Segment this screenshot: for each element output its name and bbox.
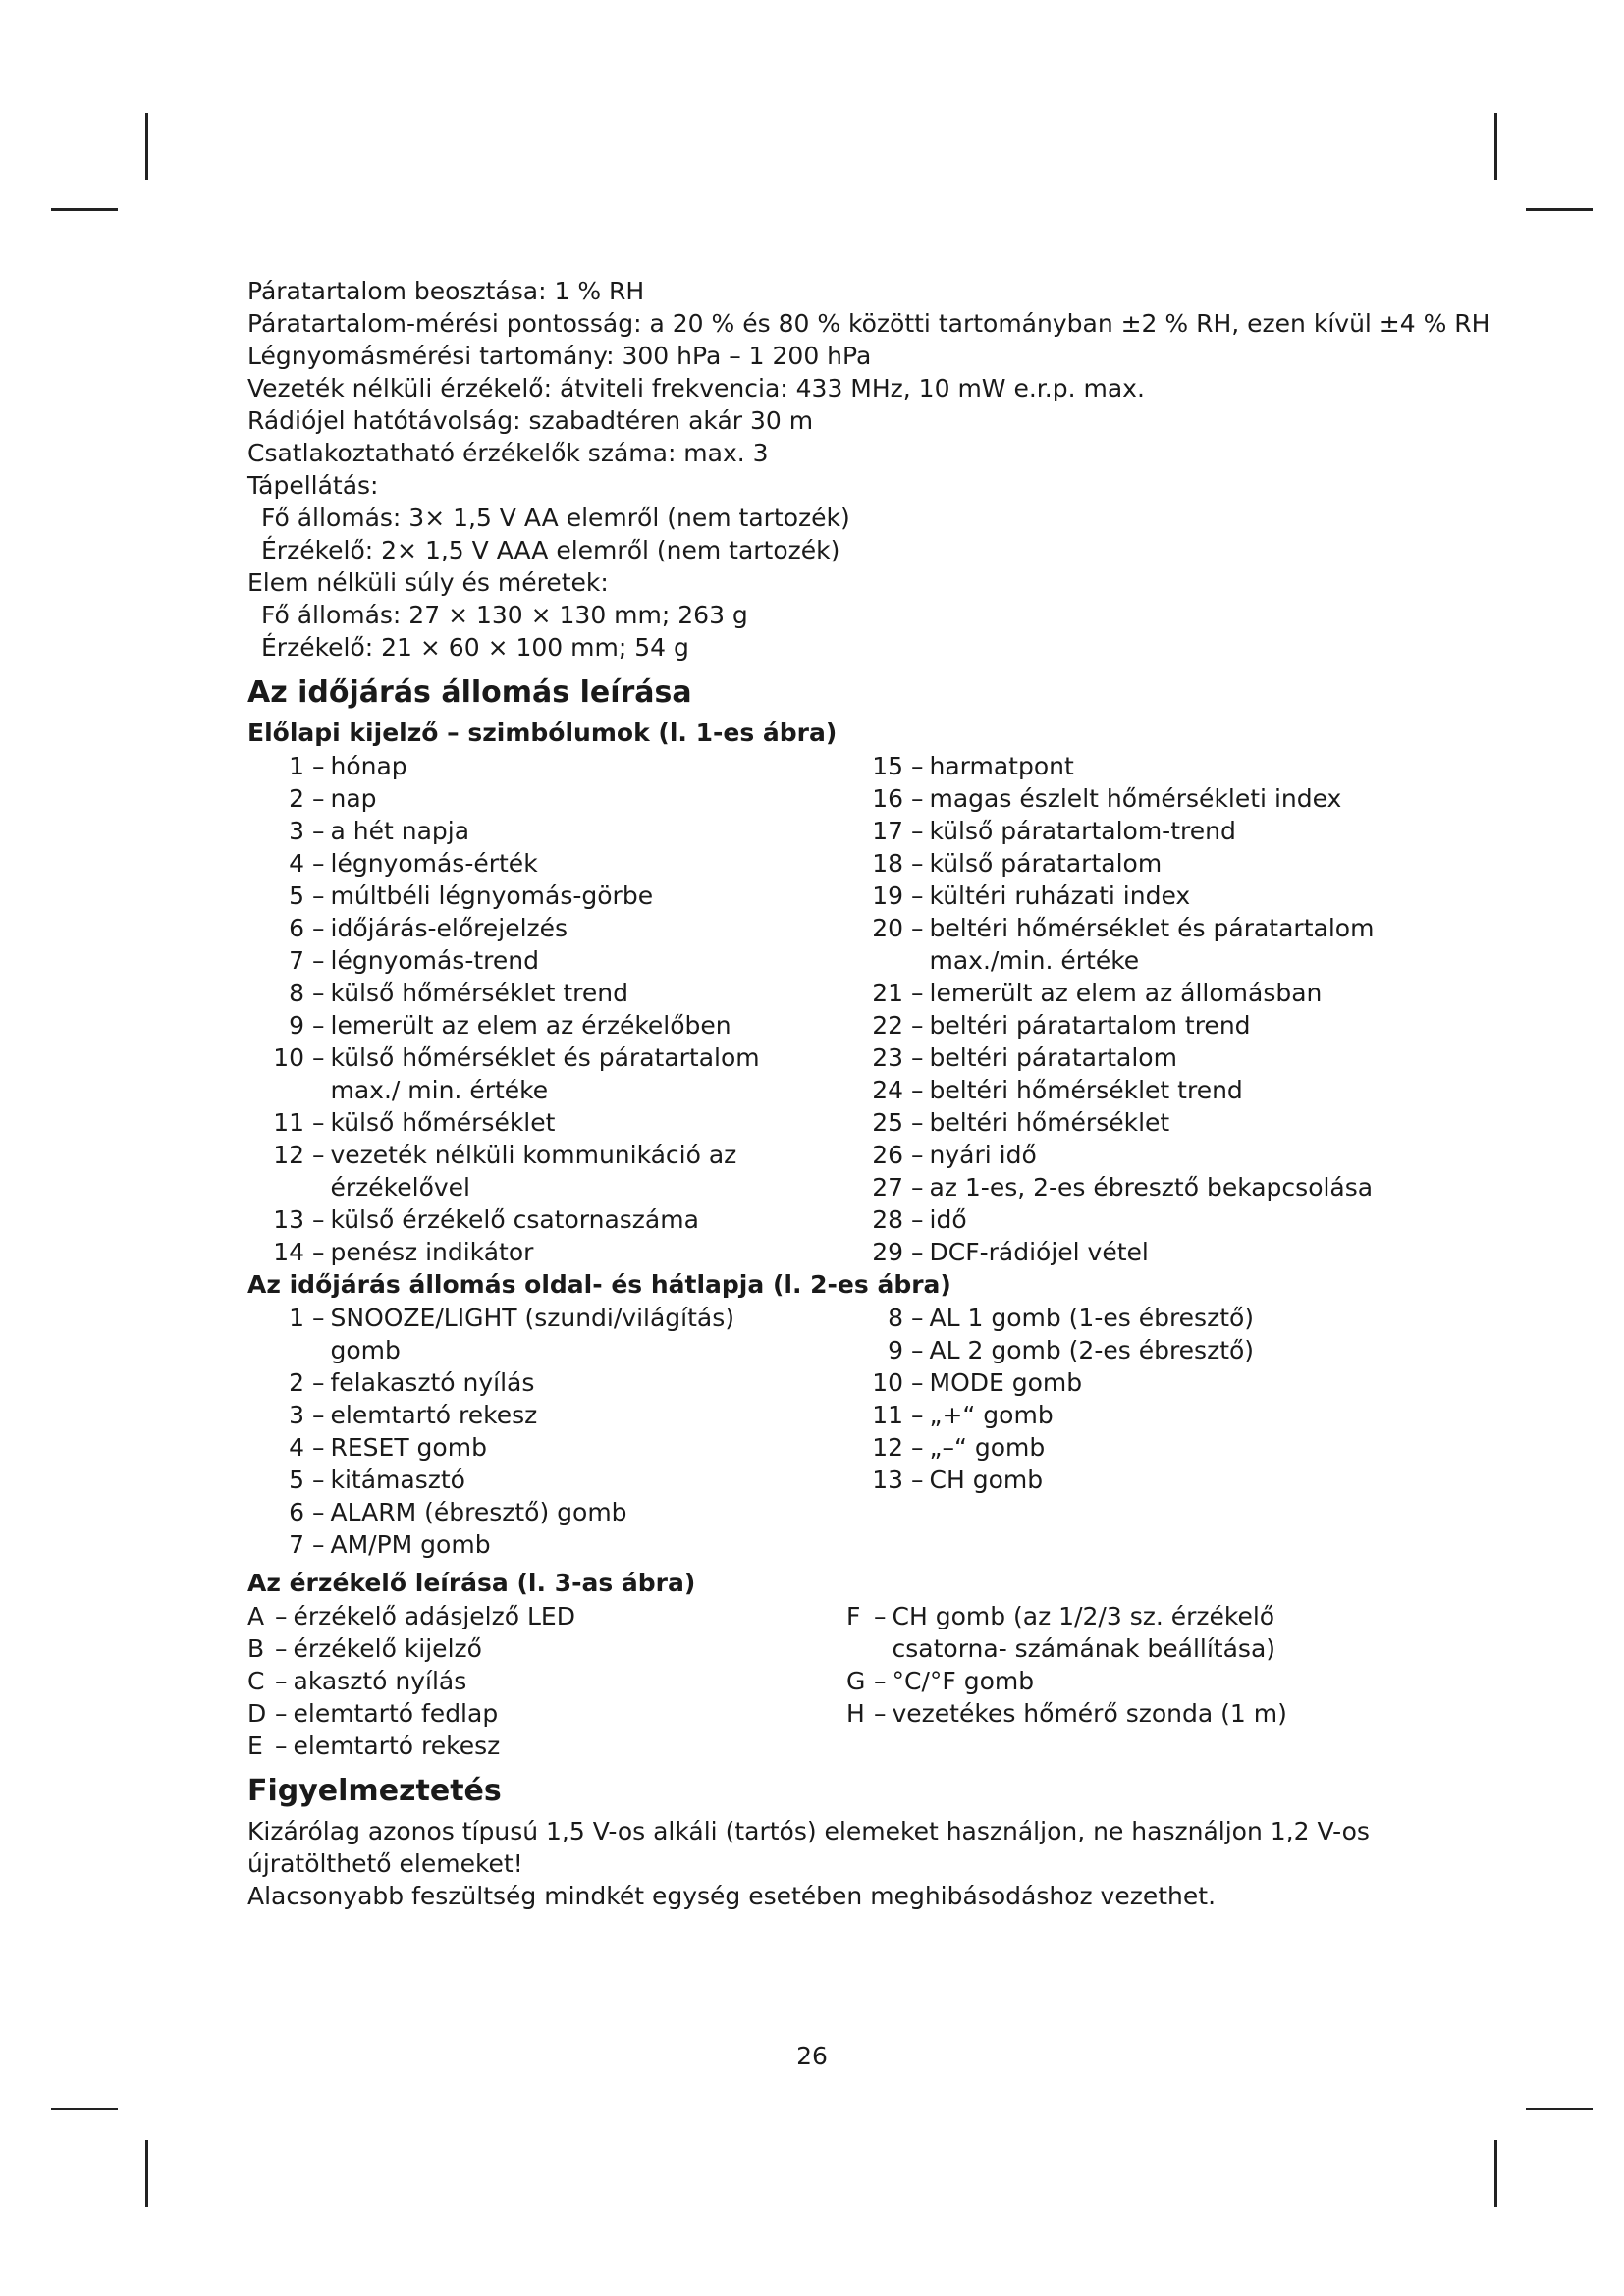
item-number: 4 [289, 849, 304, 878]
list-item [247, 1203, 846, 1236]
item-text: beltéri hőmérséklet [929, 1108, 1170, 1137]
item-text: érzékelő kijelző [293, 1634, 482, 1663]
side-right-list [846, 1302, 1396, 1496]
item-dash: – [312, 946, 325, 975]
item-number: 13 [273, 1205, 304, 1234]
spec-line: Páratartalom-mérési pontosság: a 20 % és 80 % közötti tartományban ±2 % RH, ezen kívül ±4 % RH [247, 309, 1490, 338]
spec-line: Páratartalom beosztása: 1 % RH [247, 277, 645, 305]
list-item [247, 1366, 846, 1399]
item-text: külső hőmérséklet és páratartalom max./ min. értéke [330, 1043, 760, 1104]
item-number: 14 [273, 1238, 304, 1266]
item-number: 11 [273, 1108, 304, 1137]
item-number: C [247, 1667, 265, 1695]
item-number: 11 [872, 1401, 903, 1429]
item-text: beltéri hőmérséklet trend [929, 1076, 1243, 1104]
item-dash: – [874, 1667, 887, 1695]
item-text: magas észlelt hőmérsékleti index [929, 784, 1342, 813]
list-item [247, 1041, 846, 1106]
item-dash: – [312, 1141, 325, 1169]
item-dash: – [312, 1466, 325, 1494]
item-text: idő [929, 1205, 967, 1234]
list-item [846, 847, 1396, 880]
item-number: 2 [289, 1368, 304, 1397]
item-text: ALARM (ébresztő) gomb [330, 1498, 627, 1526]
item-dash: – [911, 1108, 924, 1137]
item-text: CH gomb [929, 1466, 1044, 1494]
item-number: 12 [872, 1433, 903, 1462]
item-number: 18 [872, 849, 903, 878]
page-content [247, 275, 1490, 1912]
list-item [247, 1697, 846, 1730]
item-text: nyári idő [929, 1141, 1037, 1169]
item-text: harmatpont [929, 752, 1074, 780]
section-title: Az időjárás állomás leírása [247, 675, 692, 710]
side-back-title: Az időjárás állomás oldal- és hátlapja (l. 2-es ábra) [247, 1270, 951, 1299]
item-dash: – [911, 1433, 924, 1462]
list-item [846, 782, 1396, 815]
list-item [846, 1171, 1396, 1203]
item-number: 2 [289, 784, 304, 813]
item-dash: – [312, 1205, 325, 1234]
item-text: légnyomás-trend [330, 946, 539, 975]
spec-weight-line: Érzékelő: 21 × 60 × 100 mm; 54 g [261, 633, 689, 662]
spec-power-line: Fő állomás: 3× 1,5 V AA elemről (nem tartozék) [261, 504, 850, 532]
item-text: lemerült az elem az érzékelőben [330, 1011, 731, 1040]
item-number: 3 [289, 1401, 304, 1429]
crop-mark [51, 208, 118, 211]
list-item [846, 1334, 1396, 1366]
item-dash: – [911, 1304, 924, 1332]
crop-mark [1526, 208, 1593, 211]
item-text: vezeték nélküli kommunikáció az érzékelővel [330, 1141, 737, 1201]
item-dash: – [911, 914, 924, 942]
item-dash: – [312, 1498, 325, 1526]
item-dash: – [312, 1401, 325, 1429]
item-text: CH gomb (az 1/2/3 sz. érzékelő csatorna- számának beállítása) [892, 1602, 1276, 1663]
item-dash: – [911, 752, 924, 780]
side-back-parts [247, 1302, 1396, 1561]
item-dash: – [275, 1667, 288, 1695]
item-number: F [846, 1602, 861, 1630]
item-dash: – [911, 881, 924, 910]
item-text: AM/PM gomb [330, 1530, 491, 1559]
item-number: B [247, 1634, 265, 1663]
front-right-list [846, 750, 1396, 1268]
list-item [247, 977, 846, 1009]
spec-line: Csatlakoztatható érzékelők száma: max. 3 [247, 439, 769, 467]
crop-mark [1494, 2140, 1497, 2207]
page-number: 26 [796, 2042, 828, 2070]
item-text: múltbéli légnyomás-görbe [330, 881, 654, 910]
spec-line: Rádiójel hatótávolság: szabadtéren akár 30 m [247, 406, 814, 435]
list-item [846, 1236, 1396, 1268]
list-item [247, 1528, 846, 1561]
item-number: 8 [888, 1304, 903, 1332]
item-number: 21 [872, 979, 903, 1007]
item-number: H [846, 1699, 865, 1728]
item-text: időjárás-előrejelzés [330, 914, 568, 942]
item-dash: – [911, 1205, 924, 1234]
item-dash: – [312, 784, 325, 813]
item-text: vezetékes hőmérő szonda (1 m) [892, 1699, 1287, 1728]
item-number: 10 [273, 1043, 304, 1072]
item-dash: – [312, 849, 325, 878]
list-item [247, 944, 846, 977]
item-text: kitámasztó [330, 1466, 465, 1494]
list-item [247, 1399, 846, 1431]
item-dash: – [275, 1602, 288, 1630]
list-item [247, 750, 846, 782]
item-text: akasztó nyílás [293, 1667, 467, 1695]
sensor-right-list [846, 1600, 1396, 1730]
item-number: 28 [872, 1205, 903, 1234]
item-text: beltéri hőmérséklet és páratartalom max./min. értéke [929, 914, 1375, 975]
item-number: 7 [289, 1530, 304, 1559]
list-item [846, 1041, 1396, 1074]
list-item [247, 1600, 846, 1632]
list-item [247, 1665, 846, 1697]
front-left-list [247, 750, 846, 1268]
item-dash: – [312, 1530, 325, 1559]
item-number: 5 [289, 1466, 304, 1494]
item-dash: – [911, 1238, 924, 1266]
item-number: 27 [872, 1173, 903, 1201]
item-dash: – [312, 1304, 325, 1332]
list-item [247, 880, 846, 912]
item-text: érzékelő adásjelző LED [293, 1602, 575, 1630]
item-number: 25 [872, 1108, 903, 1137]
item-dash: – [312, 1238, 325, 1266]
warning-text: Alacsonyabb feszültség mindkét egység esetében meghibásodáshoz vezethet. [247, 1882, 1217, 1910]
list-item [247, 1139, 846, 1203]
item-dash: – [312, 1043, 325, 1072]
weight-title: Elem nélküli súly és méretek: [247, 568, 609, 597]
item-number: 29 [872, 1238, 903, 1266]
list-item [247, 912, 846, 944]
item-dash: – [911, 1043, 924, 1072]
item-text: penész indikátor [330, 1238, 534, 1266]
item-dash: – [911, 1336, 924, 1364]
item-number: 12 [273, 1141, 304, 1169]
item-dash: – [312, 1011, 325, 1040]
item-dash: – [312, 1433, 325, 1462]
list-item [247, 1106, 846, 1139]
item-text: az 1-es, 2-es ébresztő bekapcsolása [929, 1173, 1374, 1201]
item-dash: – [911, 1368, 924, 1397]
list-item [846, 1139, 1396, 1171]
item-number: A [247, 1602, 265, 1630]
list-item [247, 1009, 846, 1041]
item-text: RESET gomb [330, 1433, 487, 1462]
sensor-parts [247, 1600, 1396, 1762]
item-text: elemtartó rekesz [293, 1732, 501, 1760]
crop-mark [1494, 113, 1497, 180]
item-text: AL 2 gomb (2-es ébresztő) [929, 1336, 1255, 1364]
list-item [846, 815, 1396, 847]
item-text: lemerült az elem az állomásban [929, 979, 1323, 1007]
item-dash: – [911, 849, 924, 878]
item-number: 20 [872, 914, 903, 942]
front-symbols [247, 750, 1396, 1268]
item-number: 13 [872, 1466, 903, 1494]
item-number: 6 [289, 1498, 304, 1526]
item-text: külső érzékelő csatornaszáma [330, 1205, 699, 1234]
crop-mark [1526, 2108, 1593, 2110]
item-text: felakasztó nyílás [330, 1368, 535, 1397]
item-number: 9 [289, 1011, 304, 1040]
item-text: beltéri páratartalom [929, 1043, 1177, 1072]
list-item [247, 1632, 846, 1665]
item-dash: – [911, 1011, 924, 1040]
list-item [247, 1496, 846, 1528]
list-item [846, 977, 1396, 1009]
item-number: 4 [289, 1433, 304, 1462]
side-left-list [247, 1302, 846, 1561]
item-dash: – [911, 1173, 924, 1201]
item-number: 10 [872, 1368, 903, 1397]
list-item [846, 1106, 1396, 1139]
item-number: 26 [872, 1141, 903, 1169]
item-dash: – [312, 979, 325, 1007]
list-item [846, 1009, 1396, 1041]
item-dash: – [911, 1466, 924, 1494]
item-number: 8 [289, 979, 304, 1007]
item-dash: – [911, 1141, 924, 1169]
list-item [846, 1431, 1396, 1464]
list-item [846, 1203, 1396, 1236]
crop-mark [145, 2140, 148, 2207]
list-item [846, 880, 1396, 912]
item-text: elemtartó rekesz [330, 1401, 538, 1429]
item-text: külső páratartalom [929, 849, 1163, 878]
list-item [247, 1236, 846, 1268]
item-text: beltéri páratartalom trend [929, 1011, 1251, 1040]
list-item [247, 782, 846, 815]
list-item [247, 815, 846, 847]
item-dash: – [312, 914, 325, 942]
item-text: a hét napja [330, 817, 470, 845]
list-item [846, 912, 1396, 977]
item-text: nap [330, 784, 377, 813]
crop-mark [51, 2108, 118, 2110]
item-number: 22 [872, 1011, 903, 1040]
list-item [247, 1730, 846, 1762]
front-display-title: Előlapi kijelző – szimbólumok (l. 1-es ábra) [247, 719, 838, 747]
item-number: 9 [888, 1336, 903, 1364]
item-text: SNOOZE/LIGHT (szundi/világítás) gomb [330, 1304, 735, 1364]
item-number: 1 [289, 752, 304, 780]
item-dash: – [312, 1108, 325, 1137]
item-text: légnyomás-érték [330, 849, 538, 878]
item-dash: – [911, 784, 924, 813]
item-dash: – [312, 817, 325, 845]
list-item [247, 847, 846, 880]
item-number: 16 [872, 784, 903, 813]
item-text: külső hőmérséklet trend [330, 979, 629, 1007]
list-item [846, 1399, 1396, 1431]
item-dash: – [312, 1368, 325, 1397]
list-item [846, 1464, 1396, 1496]
list-item [846, 1074, 1396, 1106]
item-number: 5 [289, 881, 304, 910]
sensor-title: Az érzékelő leírása (l. 3-as ábra) [247, 1569, 696, 1597]
item-dash: – [312, 752, 325, 780]
item-number: 1 [289, 1304, 304, 1332]
item-text: kültéri ruházati index [929, 881, 1191, 910]
list-item [846, 1366, 1396, 1399]
item-number: G [846, 1667, 866, 1695]
item-number: 19 [872, 881, 903, 910]
item-number: 7 [289, 946, 304, 975]
item-text: „+“ gomb [929, 1401, 1054, 1429]
item-number: E [247, 1732, 263, 1760]
item-number: 6 [289, 914, 304, 942]
item-dash: – [911, 1401, 924, 1429]
list-item [846, 1302, 1396, 1334]
list-item [247, 1431, 846, 1464]
warning-title: Figyelmeztetés [247, 1774, 502, 1808]
spec-line: Légnyomásmérési tartomány: 300 hPa – 1 200 hPa [247, 342, 872, 370]
item-text: külső páratartalom-trend [929, 817, 1236, 845]
item-number: 24 [872, 1076, 903, 1104]
item-text: DCF-rádiójel vétel [929, 1238, 1149, 1266]
item-text: „–“ gomb [929, 1433, 1046, 1462]
item-number: 17 [872, 817, 903, 845]
list-item [846, 1600, 1396, 1665]
list-item [846, 1665, 1396, 1697]
item-number: D [247, 1699, 267, 1728]
item-number: 3 [289, 817, 304, 845]
sensor-left-list [247, 1600, 846, 1762]
spec-weight-line: Fő állomás: 27 × 130 × 130 mm; 263 g [261, 601, 748, 629]
item-dash: – [275, 1732, 288, 1760]
warning-text: Kizárólag azonos típusú 1,5 V-os alkáli (tartós) elemeket használjon, ne használjon 1,2 V-os újratölthető elemeket! [247, 1817, 1370, 1878]
spec-line: Vezeték nélküli érzékelő: átviteli frekvencia: 433 MHz, 10 mW e.r.p. max. [247, 374, 1145, 402]
spec-power-line: Érzékelő: 2× 1,5 V AAA elemről (nem tartozék) [261, 536, 840, 564]
item-dash: – [911, 1076, 924, 1104]
list-item [846, 1697, 1396, 1730]
item-number: 15 [872, 752, 903, 780]
item-dash: – [874, 1699, 887, 1728]
spec-line: Tápellátás: [247, 471, 379, 500]
item-text: °C/°F gomb [892, 1667, 1035, 1695]
item-dash: – [911, 979, 924, 1007]
item-dash: – [911, 817, 924, 845]
item-number: 23 [872, 1043, 903, 1072]
item-dash: – [275, 1699, 288, 1728]
item-text: külső hőmérséklet [330, 1108, 556, 1137]
list-item [846, 750, 1396, 782]
item-dash: – [874, 1602, 887, 1630]
item-dash: – [312, 881, 325, 910]
item-text: hónap [330, 752, 407, 780]
list-item [247, 1302, 846, 1366]
item-dash: – [275, 1634, 288, 1663]
item-text: MODE gomb [929, 1368, 1083, 1397]
item-text: AL 1 gomb (1-es ébresztő) [929, 1304, 1255, 1332]
specs-list [247, 275, 1490, 664]
crop-mark [145, 113, 148, 180]
item-text: elemtartó fedlap [293, 1699, 499, 1728]
list-item [247, 1464, 846, 1496]
